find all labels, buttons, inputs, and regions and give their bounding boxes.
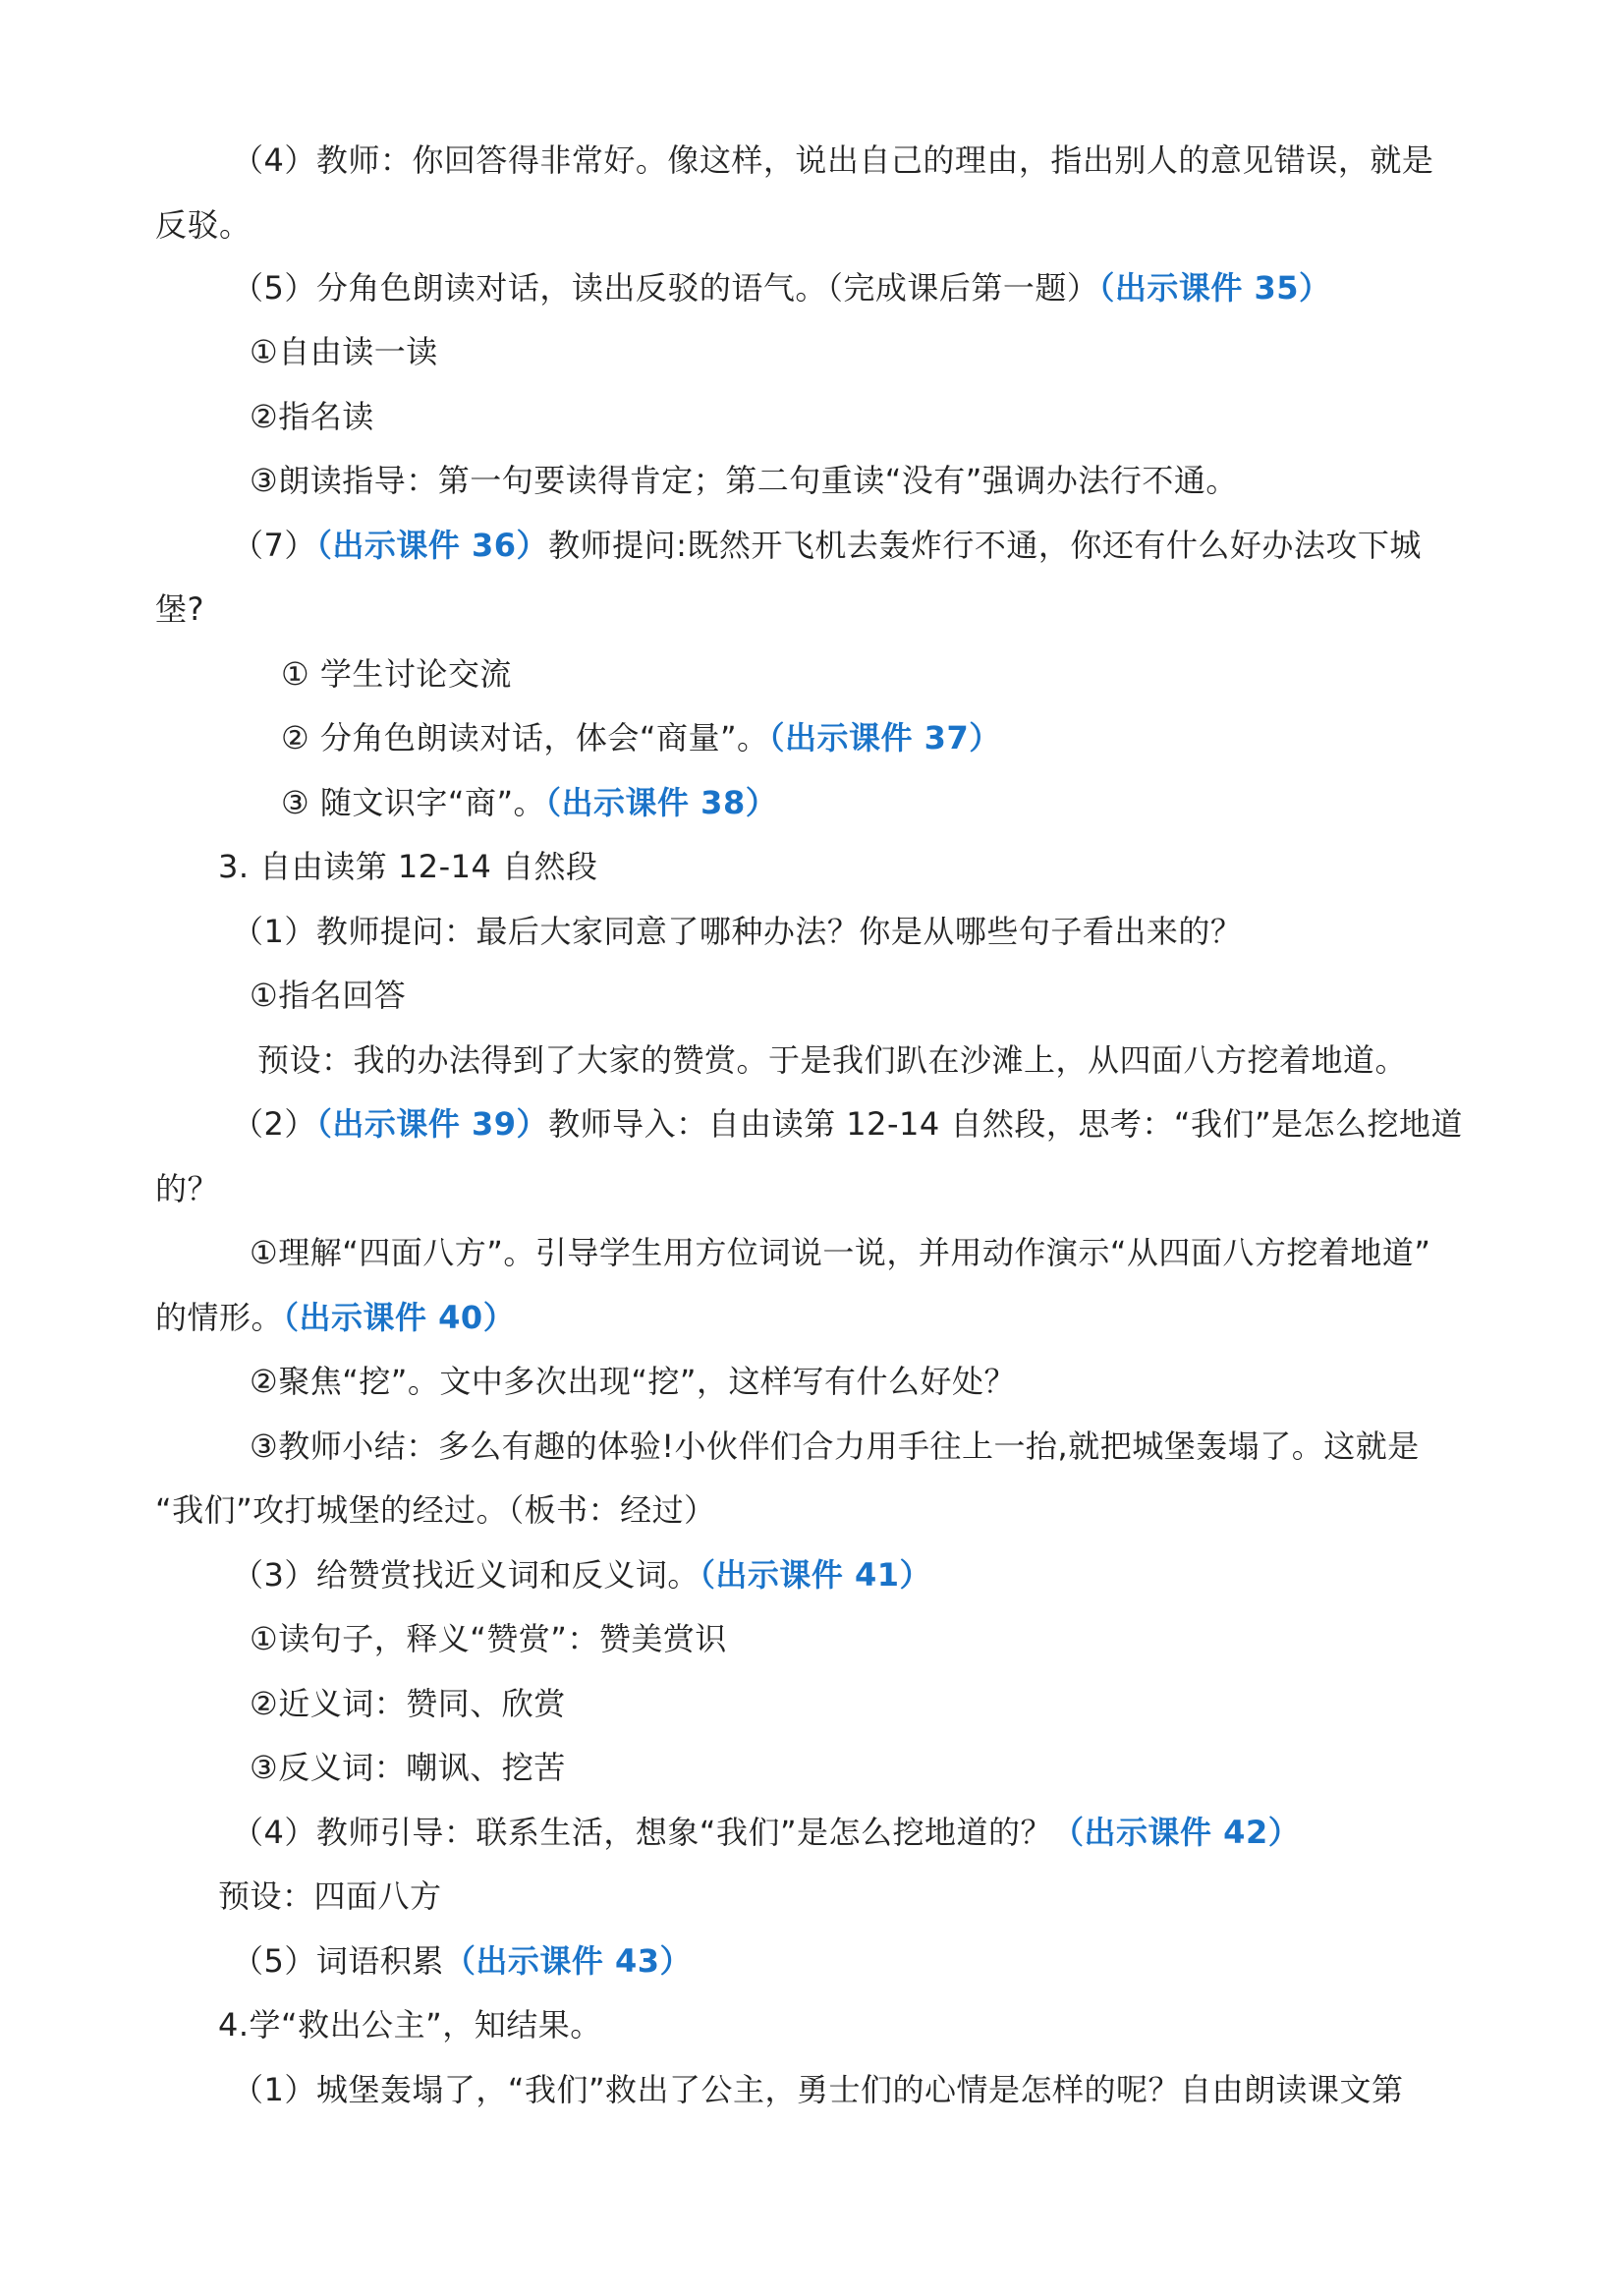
- text-line: [232, 912, 1242, 951]
- text-line: [155, 1169, 219, 1208]
- text-line: [155, 205, 252, 245]
- text-segment: （5）分角色朗读对话，读出反驳的语气。（完成课后第一题）: [232, 269, 1099, 307]
- text-segment: 的情形。: [155, 1299, 284, 1336]
- text-line: [155, 1298, 515, 1337]
- text-line: [250, 1684, 566, 1723]
- text-line: [257, 1040, 1407, 1080]
- text-line: [155, 1490, 716, 1530]
- text-segment: 教师导入：自由读第 12-14 自然段，思考：“我们”是怎么挖地道: [548, 1105, 1464, 1143]
- text-line: [218, 847, 598, 886]
- courseware-reference: （出示课件 37）: [768, 719, 1001, 756]
- text-line: [218, 2005, 602, 2044]
- text-line: [250, 1748, 566, 1787]
- text-line: [232, 1813, 1300, 1852]
- text-line: [155, 589, 204, 629]
- courseware-reference: （出示课件 36）: [315, 527, 549, 564]
- text-segment: ③教师小结：多么有趣的体验!小伙伴们合力用手往上一抬,就把城堡轰塌了。这就是: [250, 1428, 1420, 1465]
- text-line: [250, 1427, 1420, 1466]
- text-segment: 的？: [155, 1170, 220, 1207]
- text-line: [232, 1555, 931, 1595]
- text-line: [232, 1941, 692, 1981]
- text-segment: ③朗读指导：第一句要读得肯定；第二句重读“没有”强调办法行不通。: [250, 462, 1238, 499]
- text-segment: “我们”攻打城堡的经过。（板书：经过）: [155, 1491, 716, 1529]
- text-segment: 教师提问:既然开飞机去轰炸行不通，你还有什么好办法攻下城: [548, 527, 1422, 564]
- text-line: [218, 1876, 442, 1916]
- text-segment: ③ 随文识字“商”。: [281, 784, 546, 821]
- text-line: [250, 397, 374, 436]
- text-segment: 堡?: [155, 590, 204, 628]
- text-segment: ② 分角色朗读对话，体会“商量”。: [281, 719, 769, 756]
- text-segment: ①指名回答: [250, 977, 407, 1014]
- text-line: [281, 783, 777, 822]
- text-segment: ②聚焦“挖”。文中多次出现“挖”，这样写有什么好处？: [250, 1363, 1017, 1400]
- text-segment: （7）: [232, 527, 316, 564]
- text-segment: （5）词语积累: [232, 1942, 444, 1980]
- text-segment: ① 学生讨论交流: [281, 655, 512, 693]
- text-line: [250, 976, 406, 1015]
- text-segment: ①理解“四面八方”。引导学生用方位词说一说，并用动作演示“从四面八方挖着地道”: [250, 1234, 1431, 1271]
- courseware-reference: （出示课件 43）: [443, 1942, 693, 1980]
- text-line: [250, 1233, 1431, 1272]
- text-line: [281, 654, 512, 694]
- text-segment: ②近义词：赞同、欣赏: [250, 1685, 566, 1722]
- text-segment: （1）教师提问：最后大家同意了哪种办法？你是从哪些句子看出来的？: [232, 913, 1243, 950]
- text-segment: ③反义词：嘲讽、挖苦: [250, 1749, 566, 1786]
- text-segment: 反驳。: [155, 206, 252, 244]
- text-line: [281, 718, 1001, 757]
- courseware-reference: （出示课件 39）: [315, 1105, 549, 1143]
- text-line: [232, 526, 1422, 565]
- text-line: [250, 332, 438, 371]
- text-line: [250, 1619, 727, 1658]
- text-segment: 预设：四面八方: [218, 1877, 442, 1915]
- text-segment: （3）给赞赏找近义词和反义词。: [232, 1556, 700, 1594]
- text-segment: （1）城堡轰塌了，“我们”救出了公主，勇士们的心情是怎样的呢？自由朗读课文第: [232, 2071, 1404, 2108]
- courseware-reference: （出示课件 41）: [699, 1556, 932, 1594]
- text-line: [232, 1104, 1463, 1144]
- text-segment: （4）教师：你回答得非常好。像这样，说出自己的理由，指出别人的意见错误，就是: [232, 141, 1434, 179]
- text-segment: 4.学“救出公主”，知结果。: [218, 2006, 602, 2044]
- text-line: [232, 140, 1433, 180]
- text-segment: ①读句子，释义“赞赏”：赞美赏识: [250, 1620, 727, 1657]
- text-line: [250, 461, 1238, 500]
- text-segment: ②指名读: [250, 398, 374, 435]
- text-segment: 预设：我的办法得到了大家的赞赏。于是我们趴在沙滩上，从四面八方挖着地道。: [257, 1041, 1408, 1079]
- text-line: [232, 268, 1331, 308]
- text-segment: （2）: [232, 1105, 316, 1143]
- text-segment: 3. 自由读第 12-14 自然段: [218, 848, 598, 885]
- courseware-reference: （出示课件 40）: [283, 1299, 516, 1336]
- text-line: [250, 1362, 1016, 1401]
- courseware-reference: （出示课件 35）: [1098, 269, 1331, 307]
- courseware-reference: （出示课件 42）: [1052, 1814, 1301, 1851]
- text-segment: （4）教师引导：联系生活，想象“我们”是怎么挖地道的？: [232, 1814, 1053, 1851]
- courseware-reference: （出示课件 38）: [545, 784, 778, 821]
- text-line: [232, 2070, 1404, 2109]
- text-segment: ①自由读一读: [250, 333, 438, 370]
